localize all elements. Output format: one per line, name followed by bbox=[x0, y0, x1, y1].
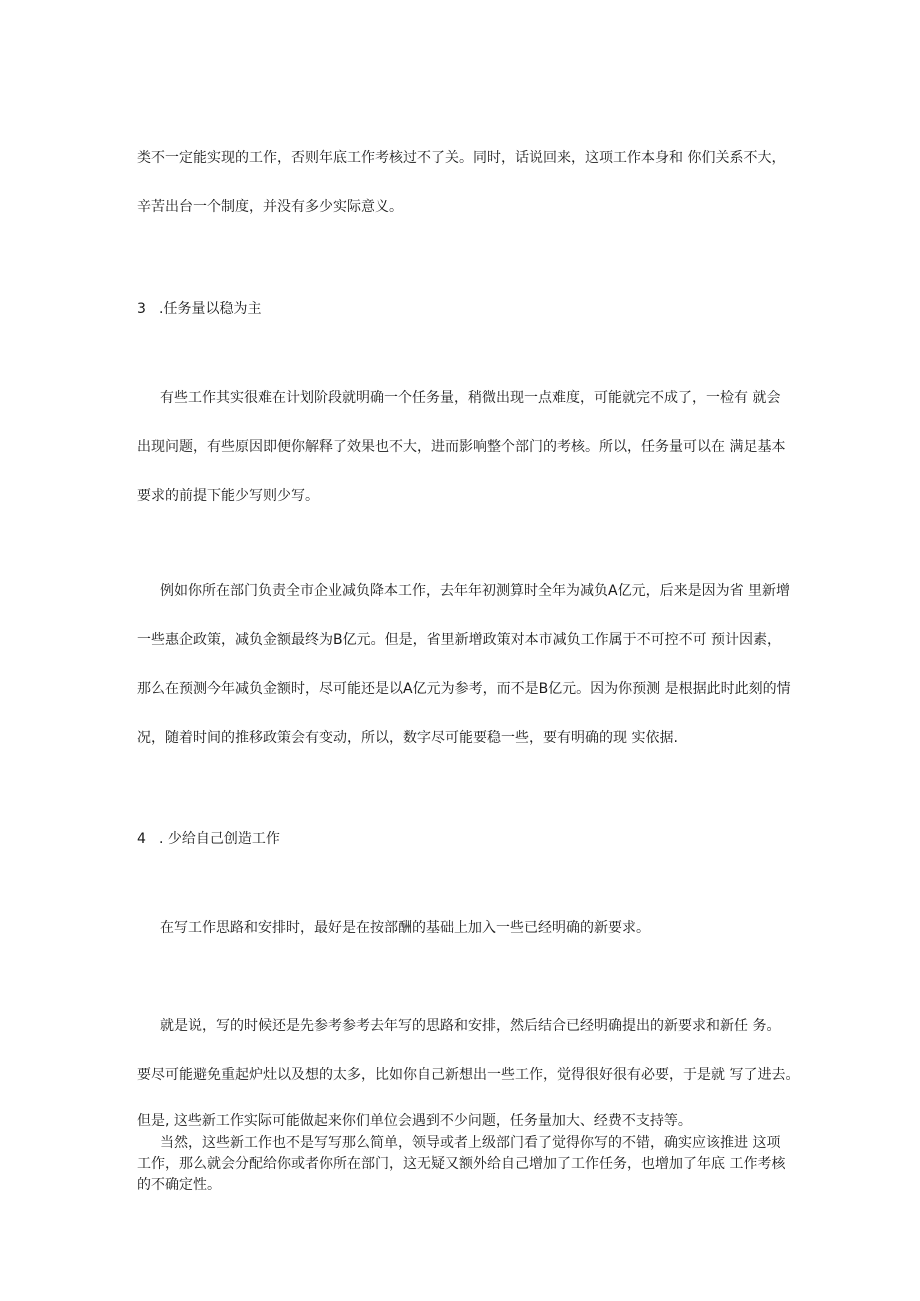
body-text-line: 出现问题，有些原因即便你解释了效果也不大，进而影响整个部门的考核。所以，任务量可以在 满足基本 bbox=[137, 439, 786, 455]
section-number: 4 bbox=[137, 831, 146, 847]
section-title: . 少给自己创造工作 bbox=[159, 831, 280, 847]
body-text-line: 辛苦出台一个制度，并没有多少实际意义。 bbox=[137, 199, 403, 215]
body-text-line: 当然，这些新工作也不是写写那么简单，领导或者上级部门看了觉得你写的不错，确实应该推进 这项 bbox=[160, 1135, 781, 1151]
section-number: 3 bbox=[137, 301, 146, 317]
body-text-line: 在写工作思路和安排时，最好是在按部酬的基础上加入一些已经明确的新要求。 bbox=[160, 920, 650, 936]
body-text-line: 有些工作其实很难在计划阶段就明确一个任务量，稍微出现一点难度，可能就完不成了，一检有 就会 bbox=[160, 390, 781, 406]
body-text-line: 那么在预测今年减负金额时，尽可能还是以A亿元为参考，而不是B亿元。因为你预测 是根据此时此刻的情 bbox=[137, 681, 791, 697]
body-text-line: 要求的前提下能少写则少写。 bbox=[137, 488, 319, 504]
body-text-line: 但是, 这些新工作实际可能做起来你们单位会遇到不少问题，任务量加大、经费不支持等。 bbox=[137, 1113, 692, 1129]
body-text-line: 况，随着时间的推移政策会有变动，所以，数字尽可能要稳一些，要有明确的现 实依据. bbox=[137, 730, 678, 746]
body-text-line: 一些惠企政策，减负金额最终为B亿元。但是，省里新增政策对本市减负工作属于不可控不可 预计因素， bbox=[137, 632, 782, 648]
body-text-line: 工作，那么就会分配给你或者你所在部门，这无疑又额外给自己增加了工作任务，也增加了年底 工作考核 bbox=[137, 1156, 786, 1172]
section-title: .任务量以稳为主 bbox=[159, 301, 262, 317]
section-heading-3 bbox=[137, 300, 261, 318]
body-text-line: 类不一定能实现的工作，否则年底工作考核过不了关。同时，话说回来，这项工作本身和 你们关系不大， bbox=[137, 150, 786, 166]
section-heading-4 bbox=[137, 830, 280, 848]
body-text-line: 的不确定性。 bbox=[137, 1177, 221, 1193]
body-text-line: 就是说，写的时候还是先参考参考去年写的思路和安排，然后结合已经明确提出的新要求和新任 务。 bbox=[160, 1018, 781, 1034]
body-text-line: 要尽可能避免重起炉灶以及想的太多，比如你自己新想出一些工作，觉得很好很有必要，于是就 写了进去。 bbox=[137, 1067, 800, 1083]
body-text-line: 例如你所在部门负责全市企业减负降本工作，去年年初测算时全年为减负A亿元，后来是因为省 里新增 bbox=[160, 583, 791, 599]
